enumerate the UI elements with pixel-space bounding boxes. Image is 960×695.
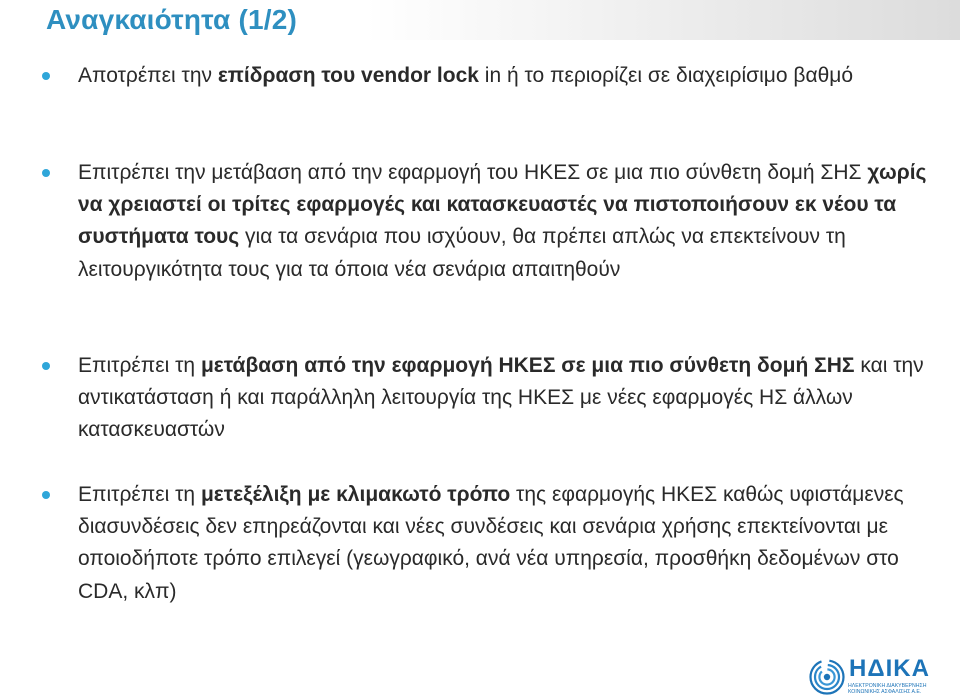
bullet-dot	[42, 72, 50, 80]
bullet-dot	[42, 491, 50, 499]
swirl-logo-icon	[808, 658, 846, 695]
logo-subtitle-line: ΚΟΙΝΩΝΙΚΗΣ ΑΣΦΑΛΙΣΗΣ Α.Ε.	[848, 689, 922, 695]
bullet-text	[78, 157, 928, 286]
company-logo	[808, 655, 960, 695]
bullet-segment: in ή το περιορίζει σε διαχειρίσιμο βαθμό	[478, 64, 854, 87]
bullet-segment: για τα σενάρια που ισχύουν, θα πρέπει απλώς να επεκτείνουν τη λειτουργικότητα τους για τα όποια νέα σενάρια απαιτηθούν	[78, 225, 846, 281]
bullet-segment-bold: μετάβαση από την εφαρμογή ΗΚΕΣ σε μια πιο σύνθετη δομή ΣΗΣ	[200, 354, 855, 377]
bullet-segment: Επιτρέπει τη	[78, 483, 201, 506]
bullet-segment: της εφαρμογής ΗΚΕΣ καθώς υφιστάμενες διασυνδέσεις δεν επηρεάζονται και νέες συνδέσεις και σενάρια χρήσης επεκτείνονται με οποιοδήποτε τρόπο επιλεγεί (γεωγραφικό, ανά νέα υπηρεσία, προσθήκη δεδομένων στο CDA, κλπ)	[78, 483, 904, 603]
bullet-text	[78, 479, 928, 608]
bullet-segment: Επιτρέπει τη	[78, 354, 201, 377]
bullet-segment: Επιτρέπει την μετάβαση από την εφαρμογή του ΗΚΕΣ σε μια πιο σύνθετη δομή ΣΗΣ	[78, 161, 868, 184]
logo-subtitle	[848, 683, 926, 695]
bullet-text	[78, 350, 928, 447]
logo-name: ΗΔΙΚΑ	[849, 655, 930, 682]
bullet-dot	[42, 362, 50, 370]
bullet-segment-bold: χωρίς να χρειαστεί οι τρίτες εφαρμογές και κατασκευαστές να πιστοποιήσουν εκ νέου τα συστήματα τους	[78, 161, 927, 249]
bullet-segment: και την αντικατάσταση ή και παράλληλη λειτουργία της ΗΚΕΣ με νέες εφαρμογές ΗΣ άλλων κατασκευαστών	[78, 354, 924, 442]
bullet-text	[78, 60, 928, 92]
bullet-segment-bold: μετεξέλιξη με κλιμακωτό τρόπο	[200, 483, 511, 506]
bullet-segment-bold: επίδραση του vendor lock	[217, 64, 479, 87]
bullet-dot	[42, 169, 50, 177]
slide-title: Αναγκαιότητα (1/2)	[46, 4, 298, 35]
bullet-segment: Αποτρέπει την	[78, 64, 218, 87]
logo-subtitle-line: ΗΛΕΚΤΡΟΝΙΚΗ ΔΙΑΚΥΒΕΡΝΗΣΗ	[848, 683, 927, 689]
